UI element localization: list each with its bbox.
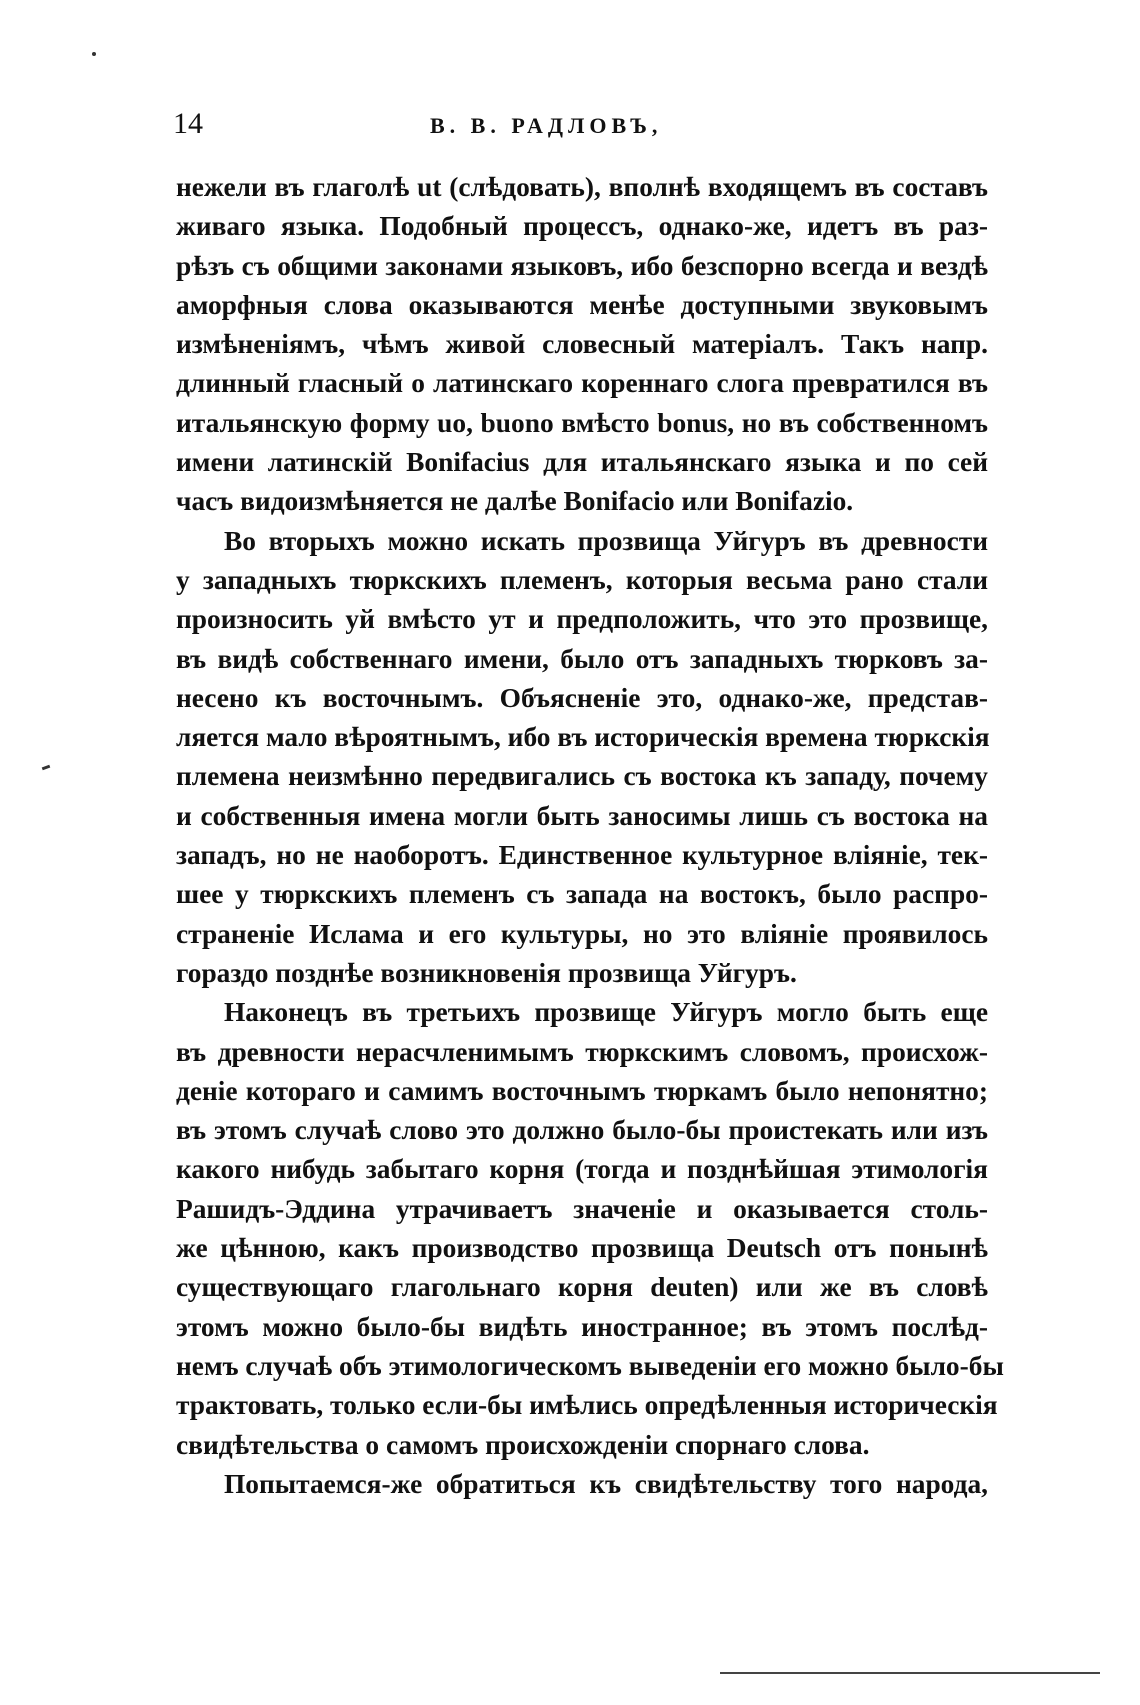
body-text [176, 168, 1004, 1504]
text-line: существующаго глагольнаго корня deuten) или же въ словѣ [176, 1272, 988, 1303]
text-line: Во вторыхъ можно искать прозвища Уйгуръ въ древности [224, 525, 988, 556]
text-line: Попытаемся-же обратиться къ свидѣтельству того народа, [224, 1468, 988, 1499]
scan-edge-rule [720, 1672, 1100, 1674]
text-line: же цѣнною, какъ производство прозвища Deutsch отъ понынѣ [176, 1233, 988, 1264]
text-line: какого нибудь забытаго корня (тогда и позднѣйшая этимологія [176, 1154, 988, 1185]
text-line: въ видѣ собственнаго имени, было отъ западныхъ тюрковъ за- [176, 643, 988, 674]
text-line: свидѣтельства о самомъ происхожденіи спорнаго слова. [176, 1429, 870, 1460]
paragraph-3 [176, 993, 1004, 1465]
text-line: измѣненіямъ, чѣмъ живой словесный матеріалъ. Такъ напр. [176, 329, 988, 360]
text-line: племена неизмѣнно передвигались съ востока къ западу, почему [176, 761, 988, 792]
text-line: въ этомъ случаѣ слово это должно было-бы проистекать или изъ [176, 1115, 988, 1146]
text-line: ляется мало вѣроятнымъ, ибо въ историческія времена тюркскія [176, 722, 990, 753]
paragraph-1 [176, 168, 988, 522]
scan-speck [42, 765, 51, 771]
text-line: этомъ можно было-бы видѣть иностранное; въ этомъ послѣд- [176, 1311, 988, 1342]
text-line: гораздо позднѣе возникновенія прозвища Уйгуръ. [176, 957, 797, 988]
text-line: у западныхъ тюркскихъ племенъ, которыя весьма рано стали [176, 564, 988, 595]
text-line: страненіе Ислама и его культуры, но это вліяніе проявилось [176, 918, 988, 949]
running-head: В. В. РАДЛОВЪ, [430, 113, 663, 138]
text-line: Рашидъ-Эддина утрачиваетъ значеніе и оказывается столь- [176, 1193, 988, 1224]
page-number: 14 [173, 107, 203, 140]
text-line: западъ, но не наоборотъ. Единственное культурное вліяніе, тек- [176, 840, 988, 871]
text-line: деніе котораго и самимъ восточнымъ тюркамъ было непонятно; [176, 1075, 988, 1106]
text-line: живаго языка. Подобный процессъ, однако-же, идетъ въ раз- [176, 211, 988, 242]
text-line: часъ видоизмѣняется не далѣе Bonifacio или Bonifazio. [176, 486, 854, 517]
text-line: аморфныя слова оказываются менѣе доступными звуковымъ [176, 289, 988, 320]
text-line: длинный гласный о латинскаго кореннаго слога превратился въ [176, 368, 988, 399]
paragraph-2 [176, 522, 988, 994]
text-line: немъ случаѣ объ этимологическомъ выведеніи его можно было-бы [176, 1350, 1004, 1381]
text-line: произносить уй вмѣсто ут и предположить, что это прозвище, [176, 604, 988, 635]
text-line: трактовать, только если-бы имѣлись опредѣленныя историческія [176, 1390, 998, 1421]
text-line: шее у тюркскихъ племенъ съ запада на востокъ, было распро- [176, 879, 988, 910]
text-line: несено къ восточнымъ. Объясненіе это, однако-же, представ- [176, 682, 988, 713]
text-line: итальянскую форму uo, buono вмѣсто bonus, но въ собственномъ [176, 407, 988, 438]
text-line: и собственныя имена могли быть заносимы лишь съ востока на [176, 800, 988, 831]
text-line: Наконецъ въ третьихъ прозвище Уйгуръ могло быть еще [224, 997, 988, 1028]
text-line: нежели въ глаголѣ ut (слѣдовать), вполнѣ входящемъ въ составъ [176, 172, 988, 202]
scan-speck [92, 52, 96, 56]
text-line: въ древности нерасчленимымъ тюркскимъ словомъ, происхож- [176, 1036, 988, 1067]
paragraph-4 [176, 1465, 988, 1504]
text-line: рѣзъ съ общими законами языковъ, ибо безспорно всегда и вездѣ [176, 250, 988, 281]
text-line: имени латинскій Bonifacius для итальянскаго языка и по сей [176, 447, 988, 478]
